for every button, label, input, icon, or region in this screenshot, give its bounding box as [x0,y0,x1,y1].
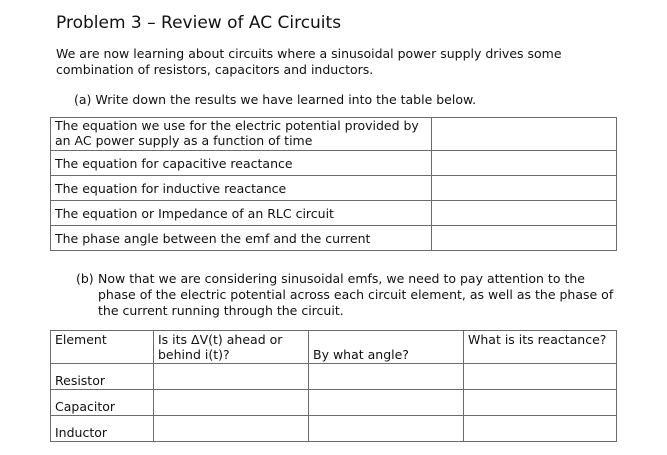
page-title: Problem 3 – Review of AC Circuits [56,13,342,33]
answer-cell[interactable] [154,390,309,416]
element-resistor: Resistor [51,364,154,390]
answer-cell[interactable] [432,151,617,176]
part-b-text: Now that we are considering sinusoidal emfs, we need to pay attention to the phase of the electric potential across each circuit element, as well as the phase of the current running through the circuit. [98,271,614,318]
element-inductor: Inductor [51,416,154,442]
answer-cell[interactable] [309,390,464,416]
part-a-label: (a) [74,92,92,107]
table-row [51,364,617,390]
answer-cell[interactable] [154,364,309,390]
table-row [51,151,617,176]
table-row [51,176,617,201]
intro-paragraph: We are now learning about circuits where a sinusoidal power supply drives some combination of resistors, capacitors and inductors. [56,46,562,77]
answer-cell[interactable] [309,364,464,390]
table-row [51,201,617,226]
answer-cell[interactable] [464,364,617,390]
element-phase-table [50,330,617,442]
answer-cell[interactable] [432,201,617,226]
answer-cell[interactable] [464,390,617,416]
header-element: Element [51,331,154,364]
answer-cell[interactable] [432,118,617,151]
row-label: The equation for inductive reactance [51,176,432,201]
table-row [51,118,617,151]
table-header-row [51,331,617,364]
results-table [50,117,617,251]
row-label: The equation for capacitive reactance [51,151,432,176]
row-label: The equation we use for the electric potential provided by an AC power supply as a function of time [51,118,432,151]
element-capacitor: Capacitor [51,390,154,416]
part-b-label: (b) [76,271,94,286]
header-reactance: What is its reactance? [464,331,617,364]
table-row [51,226,617,251]
row-label: The phase angle between the emf and the current [51,226,432,251]
part-b-instruction [76,271,616,319]
part-a-instruction [74,92,476,107]
table-row [51,416,617,442]
answer-cell[interactable] [432,176,617,201]
header-angle: By what angle? [309,331,464,364]
answer-cell[interactable] [154,416,309,442]
part-a-text: Write down the results we have learned into the table below. [95,92,477,107]
row-label: The equation or Impedance of an RLC circuit [51,201,432,226]
answer-cell[interactable] [432,226,617,251]
answer-cell[interactable] [464,416,617,442]
table-row [51,390,617,416]
answer-cell[interactable] [309,416,464,442]
header-ahead-behind: Is its ΔV(t) ahead or behind i(t)? [154,331,309,364]
